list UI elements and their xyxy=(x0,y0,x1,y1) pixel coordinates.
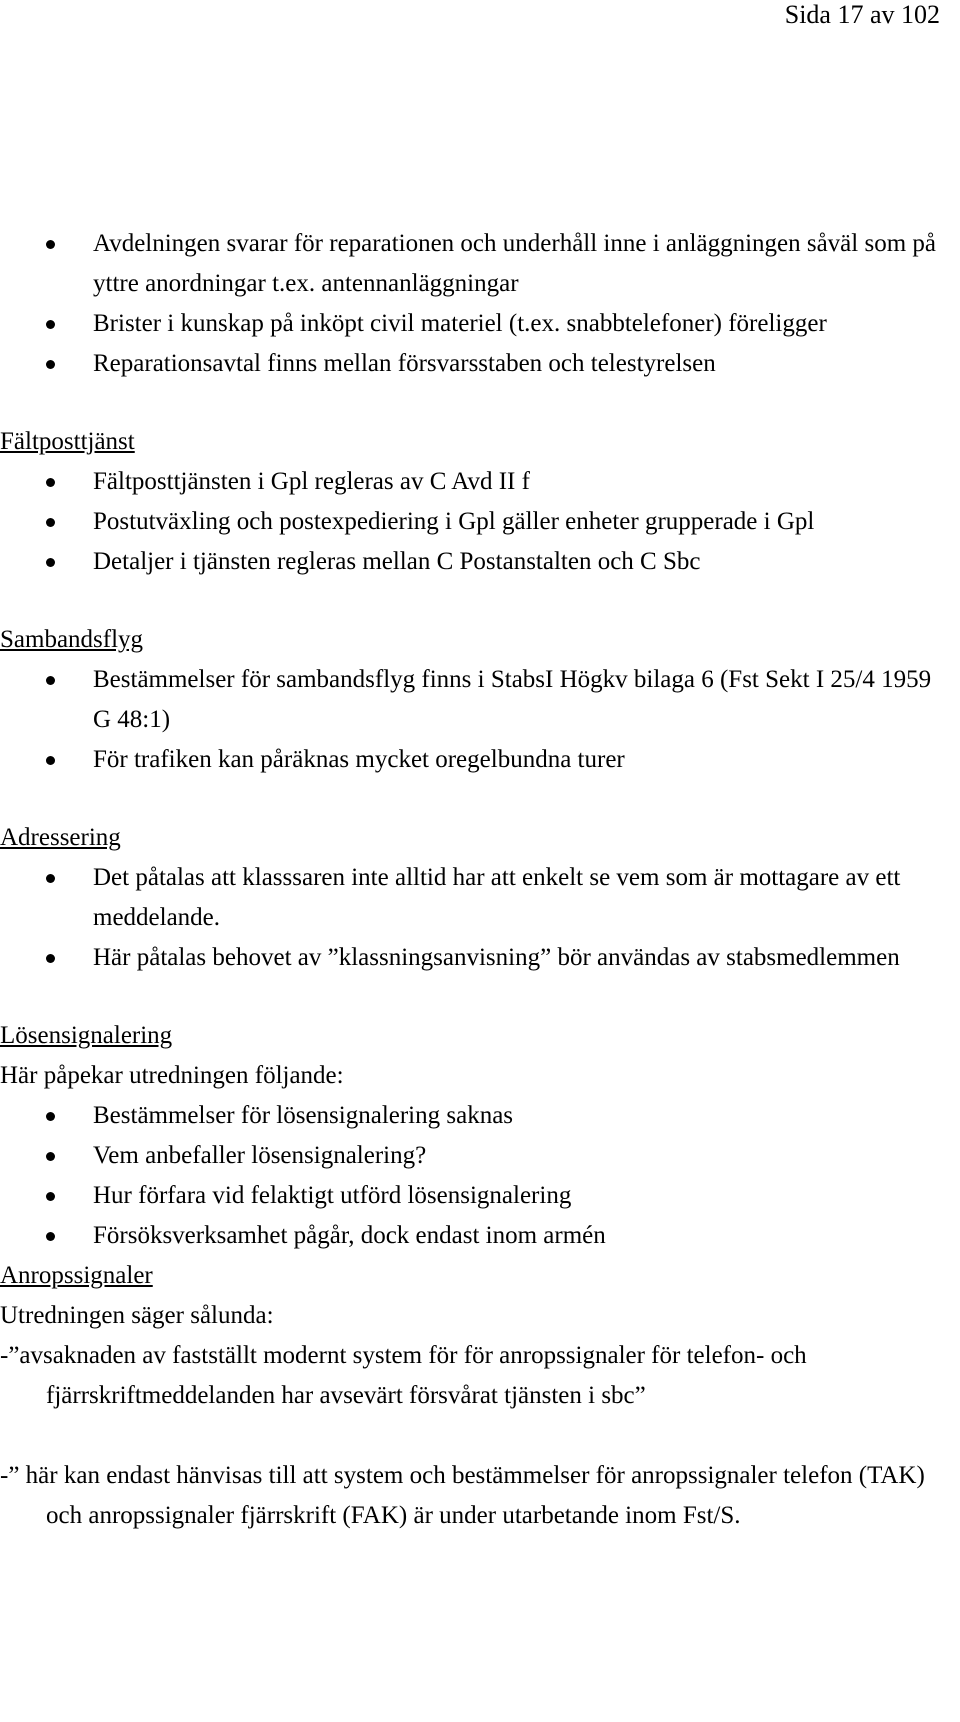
section-heading-faltposttjanst: Fältposttjänst xyxy=(0,428,135,455)
page-number: Sida 17 av 102 xyxy=(784,0,940,29)
section-heading-sambandsflyg: Sambandsflyg xyxy=(0,626,144,653)
intro-list xyxy=(0,224,940,384)
list-item: Hur förfara vid felaktigt utförd lösensignalering xyxy=(0,1176,940,1216)
list-item: Fältposttjänsten i Gpl regleras av C Avd II f xyxy=(0,462,940,502)
losensignalering-list xyxy=(0,1096,940,1256)
anropssignaler-intro: Utredningen säger sålunda: xyxy=(0,1302,274,1329)
list-item: Avdelningen svarar för reparationen och underhåll inne i anläggningen såväl som på yttre anordningar t.ex. antennanläggningar xyxy=(0,224,940,304)
list-item: Reparationsavtal finns mellan försvarsstaben och telestyrelsen xyxy=(0,344,940,384)
list-item: För trafiken kan påräknas mycket oregelbundna turer xyxy=(0,740,940,780)
list-item: Här påtalas behovet av ”klassningsanvisning” bör användas av stabsmedlemmen xyxy=(0,938,940,978)
section-heading-anropssignaler: Anropssignaler xyxy=(0,1262,153,1289)
document-body xyxy=(0,224,940,1536)
list-item: Vem anbefaller lösensignalering? xyxy=(0,1136,940,1176)
section-heading-adressering: Adressering xyxy=(0,824,121,851)
list-item: Brister i kunskap på inköpt civil materiel (t.ex. snabbtelefoner) föreligger xyxy=(0,304,940,344)
list-item: Postutväxling och postexpediering i Gpl gäller enheter grupperade i Gpl xyxy=(0,502,940,542)
faltposttjanst-list xyxy=(0,462,940,582)
section-heading-losensignalering: Lösensignalering xyxy=(0,1022,173,1049)
losensignalering-intro: Här påpekar utredningen följande: xyxy=(0,1062,344,1089)
quote-paragraph: -” här kan endast hänvisas till att system och bestämmelser för anropssignaler telefon (TAK) och anropssignaler fjärrskrift (FAK) är under utarbetande inom Fst/S. xyxy=(0,1462,925,1529)
list-item: Försöksverksamhet pågår, dock endast inom armén xyxy=(0,1216,940,1256)
list-item: Bestämmelser för lösensignalering saknas xyxy=(0,1096,940,1136)
adressering-list xyxy=(0,858,940,978)
list-item: Det påtalas att klasssaren inte alltid har att enkelt se vem som är mottagare av ett meddelande. xyxy=(0,858,940,938)
quote-paragraph: -”avsaknaden av fastställt modernt system för för anropssignaler för telefon- och fjärrskriftmeddelanden har avsevärt försvårat tjänsten i sbc” xyxy=(0,1342,807,1409)
list-item: Bestämmelser för sambandsflyg finns i StabsI Högkv bilaga 6 (Fst Sekt I 25/4 1959 G 48:1) xyxy=(0,660,940,740)
sambandsflyg-list xyxy=(0,660,940,780)
list-item: Detaljer i tjänsten regleras mellan C Postanstalten och C Sbc xyxy=(0,542,940,582)
